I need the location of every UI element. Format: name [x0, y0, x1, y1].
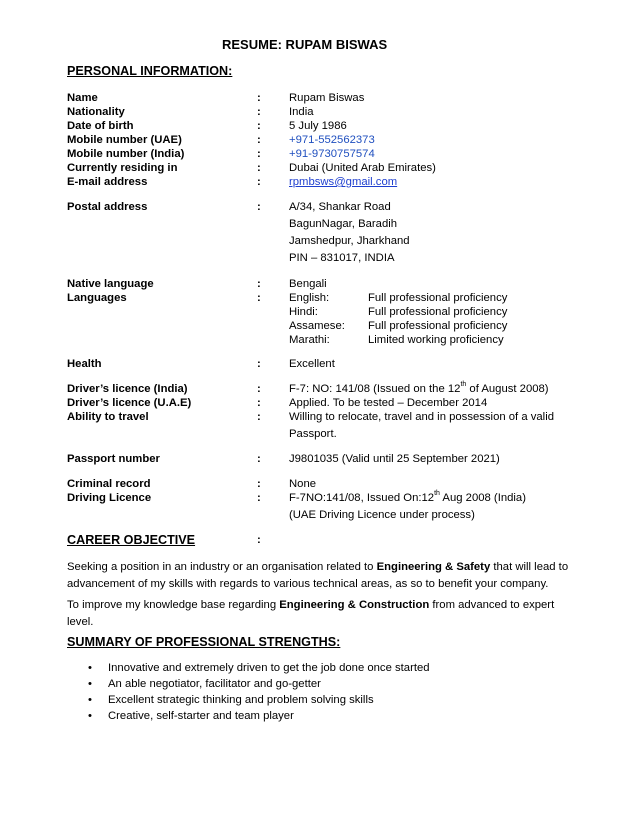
strength-text: Innovative and extremely driven to get the job done once started	[108, 662, 430, 674]
driving-licence-note: (UAE Driving Licence under process)	[289, 509, 475, 521]
colon: :	[257, 492, 261, 504]
colon: :	[257, 120, 261, 132]
language-name: Marathi:	[289, 334, 330, 346]
dob-value: 5 July 1986	[289, 120, 347, 132]
paragraph-emphasis: Engineering & Construction	[279, 599, 430, 611]
list-item	[88, 708, 430, 724]
colon: :	[257, 176, 261, 188]
list-item	[88, 676, 430, 692]
colon: :	[257, 106, 261, 118]
name-label: Name	[67, 92, 98, 104]
colon: :	[257, 134, 261, 146]
colon: :	[257, 411, 261, 423]
health-value: Excellent	[289, 358, 335, 370]
list-item	[88, 692, 430, 708]
travel-value: Passport.	[289, 428, 337, 440]
colon: :	[257, 397, 261, 409]
ordinal-suffix: th	[434, 490, 440, 498]
language-level: Full professional proficiency	[368, 306, 508, 318]
language-level: Limited working proficiency	[368, 334, 504, 346]
native-language-label: Native language	[67, 278, 154, 290]
colon: :	[257, 478, 261, 490]
paragraph-text: from advanced to expert level.	[67, 599, 555, 628]
licence-india-label: Driver’s licence (India)	[67, 383, 188, 395]
name-value: Rupam Biswas	[289, 92, 365, 104]
passport-value: J9801035 (Valid until 25 September 2021)	[289, 453, 500, 465]
mobile-uae-value[interactable]: +971-552562373	[289, 134, 375, 146]
bullet-icon: •	[88, 710, 92, 722]
licence-india-value	[289, 382, 549, 396]
criminal-record-label: Criminal record	[67, 478, 151, 490]
postal-line: Jamshedpur, Jharkhand	[289, 235, 410, 247]
passport-label: Passport number	[67, 453, 160, 465]
bullet-icon: •	[88, 662, 92, 674]
ordinal-suffix: th	[460, 381, 467, 389]
nationality-label: Nationality	[67, 106, 125, 118]
colon: :	[257, 92, 261, 104]
language-name: Hindi:	[289, 306, 318, 318]
colon: :	[257, 383, 261, 395]
strengths-heading: SUMMARY OF PROFESSIONAL STRENGTHS:	[67, 635, 341, 649]
bullet-icon: •	[88, 678, 92, 690]
resume-title: RESUME: RUPAM BISWAS	[222, 37, 388, 52]
driving-licence-label: Driving Licence	[67, 492, 152, 504]
list-item	[88, 660, 430, 676]
licence-uae-label: Driver’s licence (U.A.E)	[67, 397, 192, 409]
paragraph-emphasis: Engineering & Safety	[376, 561, 491, 573]
postal-line: BagunNagar, Baradih	[289, 218, 398, 230]
mobile-uae-label: Mobile number (UAE)	[67, 134, 182, 146]
licence-india-text: F-7: NO: 141/08 (Issued on the 12	[289, 383, 461, 395]
dob-label: Date of birth	[67, 120, 134, 132]
language-level: Full professional proficiency	[368, 320, 508, 332]
career-paragraph-1	[67, 559, 582, 593]
strengths-list	[88, 660, 430, 724]
paragraph-text: that will lead to advancement of my skills with regards to various technical areas, as so to benefit your company.	[67, 561, 569, 590]
language-name: English:	[289, 292, 330, 304]
colon: :	[257, 201, 261, 213]
postal-line: PIN – 831017, INDIA	[289, 252, 395, 264]
career-paragraph-2	[67, 597, 582, 631]
driving-licence-value	[289, 491, 526, 505]
colon: :	[257, 162, 261, 174]
email-label: E-mail address	[67, 176, 148, 188]
colon: :	[257, 453, 261, 465]
mobile-india-label: Mobile number (India)	[67, 148, 185, 160]
paragraph-text: To improve my knowledge base regarding	[67, 599, 280, 611]
mobile-india-value[interactable]: +91-9730757574	[289, 148, 375, 160]
colon: :	[257, 278, 261, 290]
native-language-value: Bengali	[289, 278, 327, 290]
colon: :	[257, 358, 261, 370]
health-label: Health	[67, 358, 102, 370]
residing-value: Dubai (United Arab Emirates)	[289, 162, 436, 174]
strength-text: An able negotiator, facilitator and go-getter	[108, 678, 321, 690]
colon: :	[257, 292, 261, 304]
personal-information-heading: PERSONAL INFORMATION:	[67, 64, 233, 78]
residing-label: Currently residing in	[67, 162, 178, 174]
language-name: Assamese:	[289, 320, 345, 332]
strength-text: Excellent strategic thinking and problem solving skills	[108, 694, 374, 706]
career-objective-heading: CAREER OBJECTIVE	[67, 533, 196, 547]
language-level: Full professional proficiency	[368, 292, 508, 304]
licence-india-text: of August 2008)	[466, 383, 549, 395]
driving-licence-text: Aug 2008 (India)	[439, 492, 526, 504]
languages-label: Languages	[67, 292, 127, 304]
postal-label: Postal address	[67, 201, 148, 213]
postal-line: A/34, Shankar Road	[289, 201, 391, 213]
paragraph-text: Seeking a position in an industry or an organisation related to	[67, 561, 377, 573]
travel-value: Willing to relocate, travel and in possession of a valid	[289, 411, 554, 423]
bullet-icon: •	[88, 694, 92, 706]
colon: :	[257, 148, 261, 160]
travel-label: Ability to travel	[67, 411, 149, 423]
driving-licence-text: F-7NO:141/08, Issued On:12	[289, 492, 435, 504]
licence-uae-value: Applied. To be tested – December 2014	[289, 397, 488, 409]
criminal-record-value: None	[289, 478, 317, 490]
email-link[interactable]: rpmbsws@gmail.com	[289, 176, 398, 188]
strength-text: Creative, self-starter and team player	[108, 710, 294, 722]
colon: :	[257, 534, 261, 546]
nationality-value: India	[289, 106, 314, 118]
